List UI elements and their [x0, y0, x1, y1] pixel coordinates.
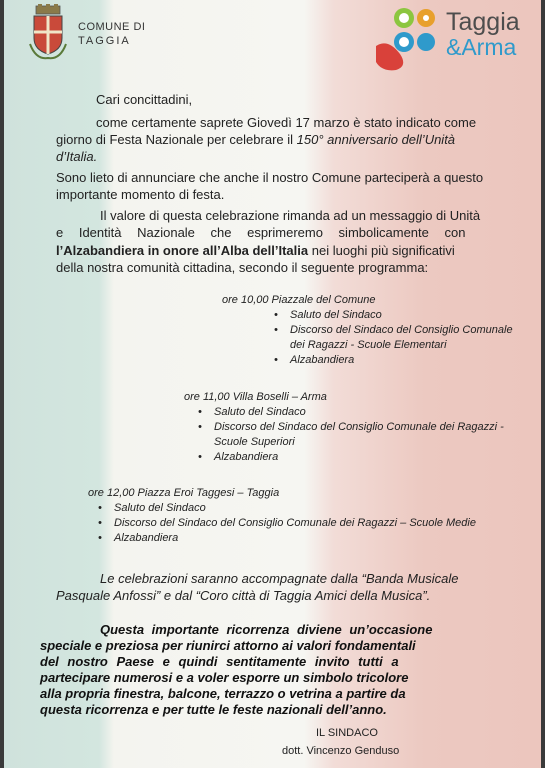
list-item: • Discorso del Sindaco del Consiglio Comunale: [268, 323, 513, 338]
p3-text: nei luoghi più significativi: [308, 243, 455, 258]
list-item: • Alzabandiera: [268, 353, 513, 368]
paragraph-3-line-1: Il valore di questa celebrazione rimanda ad un messaggio di Unità: [100, 208, 481, 223]
closing-line: partecipare numerosi e a voler esporre un simbolo tricolore: [40, 670, 409, 685]
p1-text2: giorno di Festa Nazionale per celebrare il: [56, 132, 297, 147]
program-event-1: [222, 293, 513, 368]
program-event-3: [88, 486, 476, 546]
comune-line1: COMUNE DI: [78, 21, 146, 33]
paragraph-1-line-3: d’Italia.: [56, 149, 98, 164]
signature-role: IL SINDACO: [316, 727, 378, 739]
list-item: • Saluto del Sindaco: [192, 405, 504, 420]
event-1-items: [268, 308, 513, 368]
list-item-continuation: dei Ragazzi - Scuole Elementari: [290, 339, 447, 351]
list-item: • Alzabandiera: [192, 450, 504, 465]
comune-line2: TAGGIA: [78, 35, 131, 47]
program-event-2: [184, 390, 504, 465]
paragraph-3-line-3: [56, 243, 455, 259]
paragraph-1-line-1: [96, 115, 476, 131]
closing-line: del nostro Paese e quindi sentitamente invito tutti a: [40, 654, 399, 669]
paragraph-2-line-1: Sono lieto di annunciare che anche il nostro Comune parteciperà a questo: [56, 170, 484, 185]
event-3-title: ore 12,00 Piazza Eroi Taggesi – Taggia: [88, 487, 280, 499]
poster-sheet: [4, 0, 541, 768]
event-1-title: ore 10,00 Piazzale del Comune: [222, 294, 376, 306]
alzabandiera-highlight: l’Alzabandiera in onore all’Alba dell’Italia: [56, 243, 309, 258]
list-item: • Discorso del Sindaco del Consiglio Comunale dei Ragazzi -: [192, 420, 504, 435]
p1-text: come certamente saprete: [96, 115, 248, 130]
event-3-items: [92, 501, 476, 546]
list-item: • Saluto del Sindaco: [268, 308, 513, 323]
closing-line: questa ricorrenza e per tutte le feste nazionali dell’anno.: [40, 702, 387, 717]
p1-date: Giovedì 17 marzo: [247, 115, 350, 130]
closing-paragraph: [40, 622, 510, 718]
list-item: • Alzabandiera: [92, 531, 476, 546]
closing-line: alla propria finestra, balcone, terrazzo o vetrina a partire da: [40, 686, 406, 701]
salutation: Cari concittadini,: [96, 92, 193, 107]
music-line-2: Pasquale Anfossi” e dal “Coro città di Taggia Amici della Musica”.: [56, 588, 431, 603]
logo-subtitle: &Arma: [446, 34, 517, 60]
list-item: • Saluto del Sindaco: [92, 501, 476, 516]
paragraph-3-line-2: e Identità Nazionale che esprimeremo simbolicamente con: [56, 225, 466, 240]
p1-text-end: è stato indicato come: [349, 115, 477, 130]
paragraph-3-line-4: della nostra comunità cittadina, secondo il seguente programma:: [56, 260, 429, 275]
list-item: • Discorso del Sindaco del Consiglio Comunale dei Ragazzi – Scuole Medie: [92, 516, 476, 531]
p1-anniversary: 150° anniversario dell’Unità: [296, 132, 456, 147]
music-line-1: Le celebrazioni saranno accompagnate dalla “Banda Musicale: [100, 571, 459, 586]
closing-line: Questa importante ricorrenza diviene un’occasione: [100, 622, 433, 637]
paragraph-2-line-2: importante momento di festa.: [56, 187, 225, 202]
logo-title: Taggia: [446, 8, 520, 36]
signature-name: dott. Vincenzo Genduso: [282, 745, 400, 757]
event-2-items: [192, 405, 504, 465]
event-2-title: ore 11,00 Villa Boselli – Arma: [184, 391, 327, 403]
paragraph-1-line-2: [56, 132, 455, 148]
closing-line: speciale e preziosa per riunirci attorno ai valori fondamentali: [40, 638, 416, 653]
list-item-continuation: Scuole Superiori: [214, 436, 295, 448]
